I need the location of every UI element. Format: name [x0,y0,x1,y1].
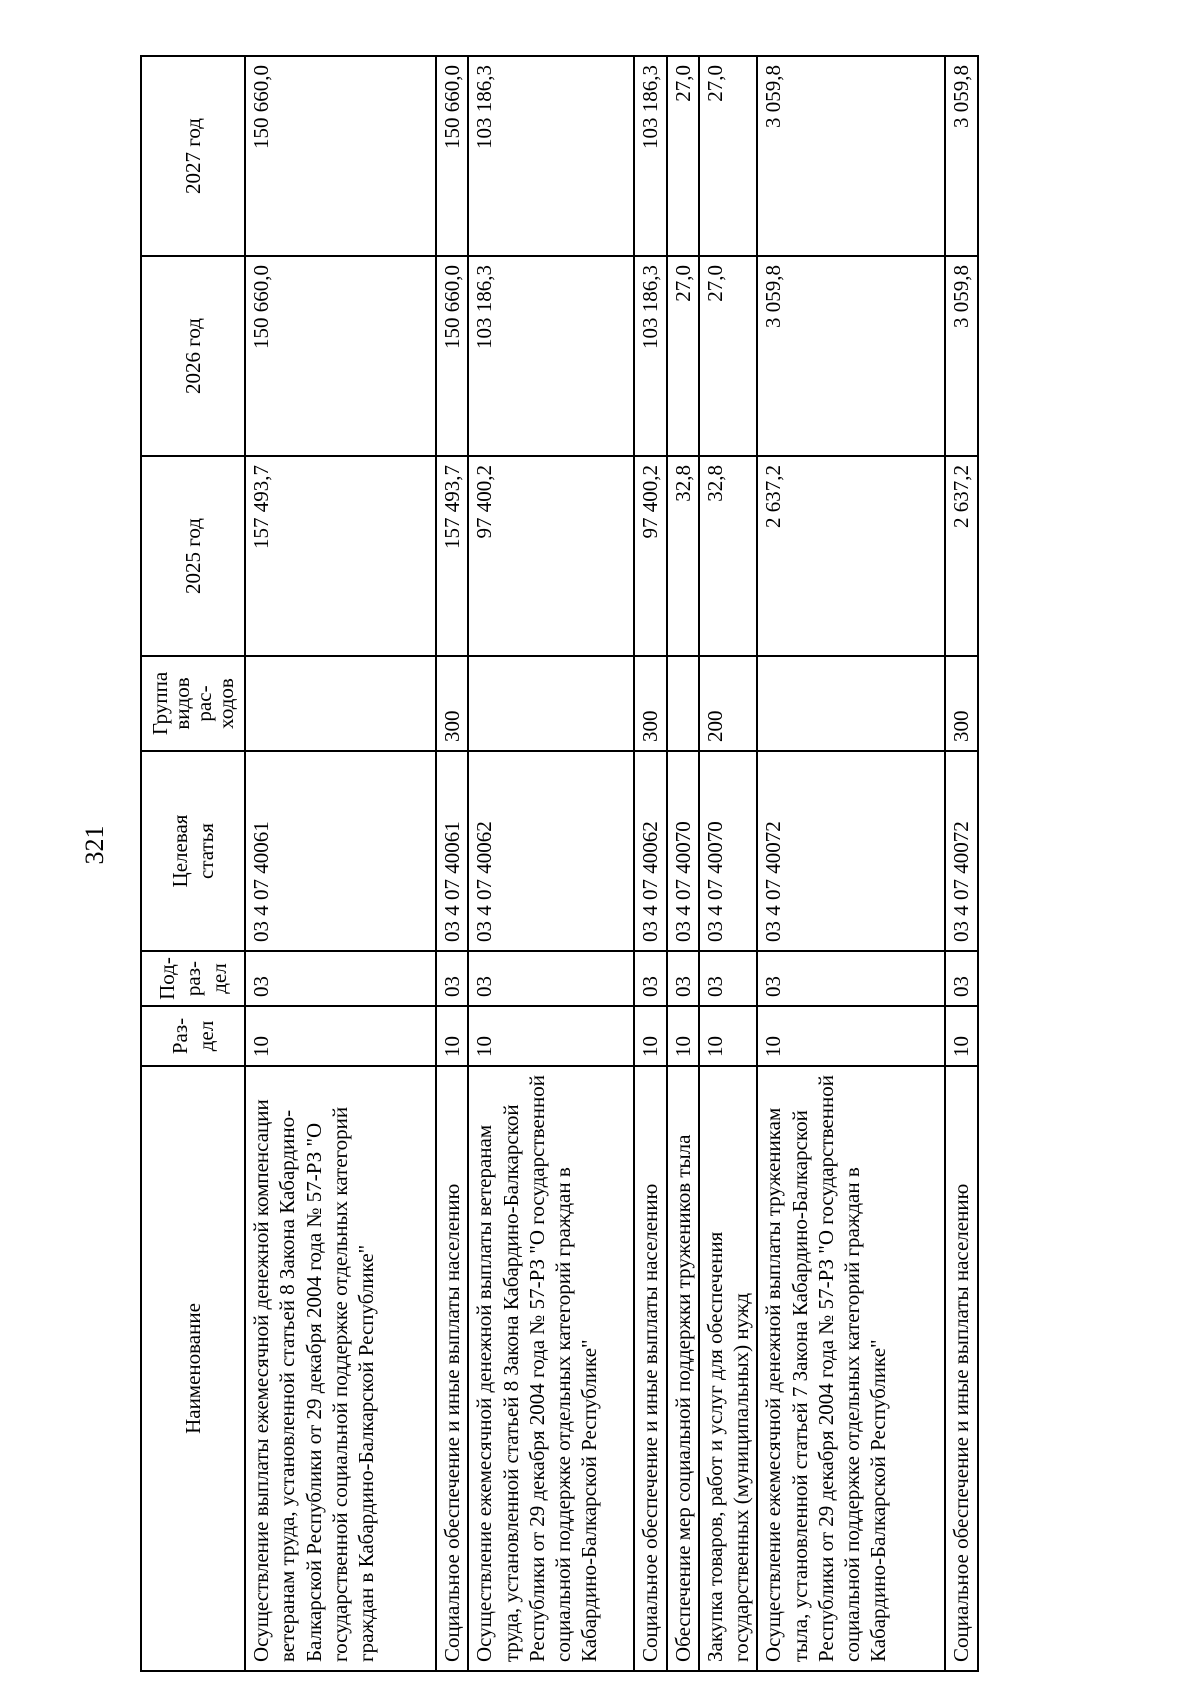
row-target: 03 4 07 40061 [245,751,436,951]
row-name: Осуществление ежемесячной денежной выплаты ветеранам труда, установленной статьей 8 Закона Кабардино-Балкарской Республики от 29 декабря 2004 года № 57-РЗ "О государственной социальной поддержке отдельных категорий граждан в Кабардино-Балкарской Республике" [468,1066,634,1671]
row-2025: 32,8 [667,456,699,656]
header-group: Группа видов рас- ходов [141,656,245,751]
row-2025: 32,8 [699,456,758,656]
table-row [468,56,634,1671]
row-2025: 2 637,2 [757,456,945,656]
row-section: 10 [667,1006,699,1066]
row-2026: 103 186,3 [468,256,634,456]
header-2027: 2027 год [141,56,245,256]
row-target: 03 4 07 40062 [634,751,666,951]
table-row [757,56,945,1671]
budget-table [140,55,979,1672]
header-2026: 2026 год [141,256,245,456]
budget-table-rotated [140,57,973,1672]
row-2025: 157 493,7 [245,456,436,656]
row-name: Социальное обеспечение и иные выплаты населению [945,1066,977,1671]
row-2026: 150 660,0 [436,256,468,456]
row-group: 200 [699,656,758,751]
row-name: Осуществление ежемесячной денежной выплаты труженикам тыла, установленной статьей 7 Закона Кабардино-Балкарской Республики от 29 декабря 2004 года № 57-РЗ "О государственной социальной поддержке отдельных категорий граждан в Кабардино-Балкарской Республике" [757,1066,945,1671]
row-subsection: 03 [667,951,699,1006]
table-row [667,56,699,1671]
row-subsection: 03 [468,951,634,1006]
row-2025: 157 493,7 [436,456,468,656]
header-section: Раз- дел [141,1006,245,1066]
row-2026: 27,0 [699,256,758,456]
row-2025: 2 637,2 [945,456,977,656]
row-2027: 3 059,8 [945,56,977,256]
row-2027: 3 059,8 [757,56,945,256]
row-target: 03 4 07 40062 [468,751,634,951]
row-2027: 27,0 [667,56,699,256]
row-2026: 3 059,8 [757,256,945,456]
row-name: Социальное обеспечение и иные выплаты населению [634,1066,666,1671]
row-target: 03 4 07 40070 [699,751,758,951]
row-section: 10 [699,1006,758,1066]
header-name: Наименование [141,1066,245,1671]
row-2026: 3 059,8 [945,256,977,456]
header-target: Целевая статья [141,751,245,951]
row-2025: 97 400,2 [634,456,666,656]
row-target: 03 4 07 40072 [757,751,945,951]
row-section: 10 [468,1006,634,1066]
row-name: Обеспечение мер социальной поддержки тружеников тыла [667,1066,699,1671]
row-subsection: 03 [699,951,758,1006]
row-target: 03 4 07 40061 [436,751,468,951]
row-group [468,656,634,751]
row-subsection: 03 [757,951,945,1006]
header-subsection: Под- раз- дел [141,951,245,1006]
row-2026: 103 186,3 [634,256,666,456]
page-number: 321 [80,825,109,865]
row-2027: 150 660,0 [436,56,468,256]
row-2027: 103 186,3 [468,56,634,256]
row-group: 300 [634,656,666,751]
row-target: 03 4 07 40070 [667,751,699,951]
row-name: Социальное обеспечение и иные выплаты населению [436,1066,468,1671]
row-2026: 150 660,0 [245,256,436,456]
row-name: Закупка товаров, работ и услуг для обеспечения государственных (муниципальных) нужд [699,1066,758,1671]
row-2025: 97 400,2 [468,456,634,656]
row-section: 10 [634,1006,666,1066]
row-section: 10 [436,1006,468,1066]
row-2027: 103 186,3 [634,56,666,256]
row-2027: 27,0 [699,56,758,256]
table-row [945,56,977,1671]
row-section: 10 [757,1006,945,1066]
row-group [245,656,436,751]
row-target: 03 4 07 40072 [945,751,977,951]
row-group: 300 [436,656,468,751]
row-name: Осуществление выплаты ежемесячной денежной компенсации ветеранам труда, установленной статьей 8 Закона Кабардино-Балкарской Республики от 29 декабря 2004 года № 57-РЗ "О государственной социальной поддержке отдельных категорий граждан в Кабардино-Балкарской Республике" [245,1066,436,1671]
row-section: 10 [945,1006,977,1066]
table-row [436,56,468,1671]
table-header-row [141,56,245,1671]
row-subsection: 03 [634,951,666,1006]
row-group [667,656,699,751]
table-row [699,56,758,1671]
row-subsection: 03 [945,951,977,1006]
row-2027: 150 660,0 [245,56,436,256]
row-subsection: 03 [245,951,436,1006]
row-2026: 27,0 [667,256,699,456]
table-row [245,56,436,1671]
row-group [757,656,945,751]
row-section: 10 [245,1006,436,1066]
row-group: 300 [945,656,977,751]
table-row [634,56,666,1671]
row-subsection: 03 [436,951,468,1006]
header-2025: 2025 год [141,456,245,656]
